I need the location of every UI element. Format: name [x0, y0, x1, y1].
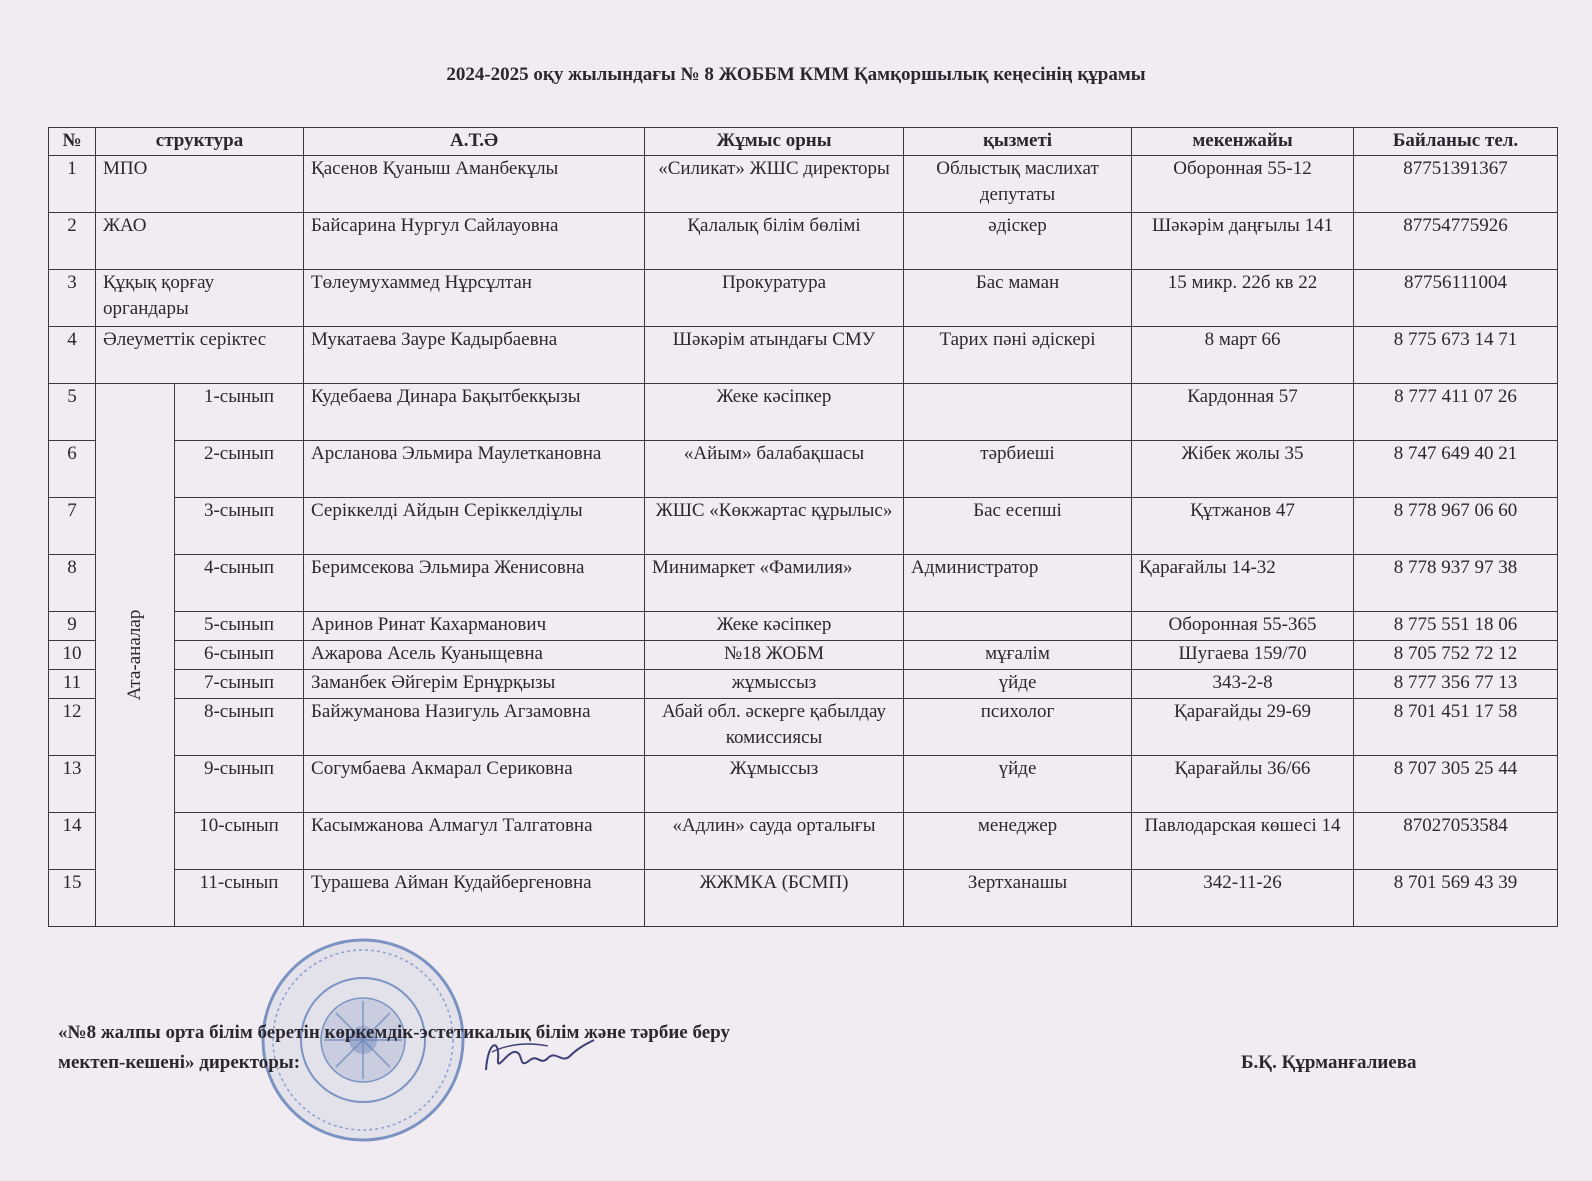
row-position: мұғалім	[904, 641, 1132, 670]
table-row	[49, 670, 1558, 699]
table-row	[49, 327, 1558, 384]
header-address: мекенжайы	[1132, 128, 1354, 156]
row-number: 5	[49, 384, 96, 441]
row-number: 15	[49, 870, 96, 927]
row-number: 8	[49, 555, 96, 612]
header-full-name: А.Т.Ә	[304, 128, 645, 156]
row-full-name: Турашева Айман Кудайбергеновна	[304, 870, 645, 927]
table-row	[49, 870, 1558, 927]
row-address: Шугаева 159/70	[1132, 641, 1354, 670]
row-position: үйде	[904, 756, 1132, 813]
row-full-name: Қасенов Қуаныш Аманбекұлы	[304, 156, 645, 213]
row-class: 10-сынып	[175, 813, 304, 870]
row-phone: 8 778 937 97 38	[1354, 555, 1558, 612]
row-address: Оборонная 55-12	[1132, 156, 1354, 213]
row-full-name: Ажарова Асель Куаныщевна	[304, 641, 645, 670]
row-address: Қарағайлы 14-32	[1132, 555, 1354, 612]
row-full-name: Заманбек Әйгерім Ернұрқызы	[304, 670, 645, 699]
row-position: Зертханашы	[904, 870, 1132, 927]
row-workplace: Шәкәрім атындағы СМУ	[645, 327, 904, 384]
row-phone: 87754775926	[1354, 213, 1558, 270]
table-row	[49, 699, 1558, 756]
header-workplace: Жұмыс орны	[645, 128, 904, 156]
row-position: Тарих пәні әдіскері	[904, 327, 1132, 384]
row-number: 9	[49, 612, 96, 641]
row-number: 11	[49, 670, 96, 699]
row-number: 7	[49, 498, 96, 555]
row-class: 5-сынып	[175, 612, 304, 641]
row-full-name: Касымжанова Алмагул Талгатовна	[304, 813, 645, 870]
footer-institution	[58, 1018, 730, 1079]
row-class: 1-сынып	[175, 384, 304, 441]
row-full-name: Төлеумухаммед Нұрсұлтан	[304, 270, 645, 327]
row-position	[904, 384, 1132, 441]
row-phone: 87751391367	[1354, 156, 1558, 213]
board-members-table	[48, 127, 1558, 927]
row-position: тәрбиеші	[904, 441, 1132, 498]
row-workplace: Минимаркет «Фамилия»	[645, 555, 904, 612]
row-class: 7-сынып	[175, 670, 304, 699]
parents-group-cell	[96, 384, 175, 927]
row-position: әдіскер	[904, 213, 1132, 270]
row-address: Құтжанов 47	[1132, 498, 1354, 555]
row-phone: 8 705 752 72 12	[1354, 641, 1558, 670]
row-address: 8 март 66	[1132, 327, 1354, 384]
row-workplace: Жұмыссыз	[645, 756, 904, 813]
table-row	[49, 156, 1558, 213]
row-phone: 8 707 305 25 44	[1354, 756, 1558, 813]
header-number: №	[49, 128, 96, 156]
table-row	[49, 270, 1558, 327]
row-workplace: ЖЖМКА (БСМП)	[645, 870, 904, 927]
row-address: 342-11-26	[1132, 870, 1354, 927]
row-full-name: Беримсекова Эльмира Женисовна	[304, 555, 645, 612]
row-class: 4-сынып	[175, 555, 304, 612]
row-number: 4	[49, 327, 96, 384]
row-phone: 8 747 649 40 21	[1354, 441, 1558, 498]
table-row	[49, 641, 1558, 670]
row-workplace: «Адлин» сауда орталығы	[645, 813, 904, 870]
row-address: Шәкәрім даңғылы 141	[1132, 213, 1354, 270]
table-row	[49, 441, 1558, 498]
row-phone: 8 775 673 14 71	[1354, 327, 1558, 384]
row-phone: 8 701 451 17 58	[1354, 699, 1558, 756]
row-number: 14	[49, 813, 96, 870]
row-phone: 8 778 967 06 60	[1354, 498, 1558, 555]
row-phone: 8 775 551 18 06	[1354, 612, 1558, 641]
row-class: 2-сынып	[175, 441, 304, 498]
row-address: Кардонная 57	[1132, 384, 1354, 441]
row-full-name: Согумбаева Акмарал Сериковна	[304, 756, 645, 813]
table-row	[49, 756, 1558, 813]
table-header-row	[49, 128, 1558, 156]
header-phone: Байланыс тел.	[1354, 128, 1558, 156]
row-address: Жібек жолы 35	[1132, 441, 1354, 498]
row-address: Оборонная 55-365	[1132, 612, 1354, 641]
row-full-name: Байжуманова Назигуль Агзамовна	[304, 699, 645, 756]
row-class: 11-сынып	[175, 870, 304, 927]
signer-name: Б.Қ. Құрманғалиева	[1241, 1052, 1417, 1073]
table-row	[49, 813, 1558, 870]
row-phone: 87756111004	[1354, 270, 1558, 327]
row-workplace: «Силикат» ЖШС директоры	[645, 156, 904, 213]
row-class: 9-сынып	[175, 756, 304, 813]
row-position: Облыстық маслихат депутаты	[904, 156, 1132, 213]
row-phone: 8 777 411 07 26	[1354, 384, 1558, 441]
row-structure: Әлеуметтік серіктес	[96, 327, 304, 384]
row-workplace: Жеке кәсіпкер	[645, 612, 904, 641]
document-title: 2024-2025 оқу жылындағы № 8 ЖОББМ КММ Қамқоршылық кеңесінің құрамы	[446, 64, 1146, 85]
row-phone: 8 777 356 77 13	[1354, 670, 1558, 699]
row-number: 6	[49, 441, 96, 498]
row-address: Қарағайлы 36/66	[1132, 756, 1354, 813]
row-full-name: Мукатаева Зауре Кадырбаевна	[304, 327, 645, 384]
row-workplace: Прокуратура	[645, 270, 904, 327]
table-row	[49, 384, 1558, 441]
institution-line-1: «№8 жалпы орта білім беретін көркемдік-эстетикалық білім және тәрбие беру	[58, 1022, 730, 1043]
row-address: Қарағайды 29-69	[1132, 699, 1354, 756]
row-address: 15 микр. 22б кв 22	[1132, 270, 1354, 327]
row-full-name: Байсарина Нургул Сайлауовна	[304, 213, 645, 270]
parents-group-label: Ата-аналар	[124, 609, 146, 701]
row-workplace: Жеке кәсіпкер	[645, 384, 904, 441]
header-structure: структура	[96, 128, 304, 156]
row-workplace: №18 ЖОБМ	[645, 641, 904, 670]
row-phone: 8 701 569 43 39	[1354, 870, 1558, 927]
row-position: психолог	[904, 699, 1132, 756]
table-row	[49, 555, 1558, 612]
row-phone: 87027053584	[1354, 813, 1558, 870]
row-position	[904, 612, 1132, 641]
row-position: үйде	[904, 670, 1132, 699]
table-row	[49, 498, 1558, 555]
row-structure: Құқық қорғау органдары	[96, 270, 304, 327]
row-address: Павлодарская көшесі 14	[1132, 813, 1354, 870]
row-structure: МПО	[96, 156, 304, 213]
row-class: 6-сынып	[175, 641, 304, 670]
row-full-name: Аринов Ринат Кахарманович	[304, 612, 645, 641]
row-workplace: ЖШС «Көкжартас құрылыс»	[645, 498, 904, 555]
row-address: 343-2-8	[1132, 670, 1354, 699]
row-number: 3	[49, 270, 96, 327]
row-workplace: «Айым» балабақшасы	[645, 441, 904, 498]
table-row	[49, 213, 1558, 270]
row-full-name: Арсланова Эльмира Маулеткановна	[304, 441, 645, 498]
row-number: 12	[49, 699, 96, 756]
row-full-name: Кудебаева Динара Бақытбекқызы	[304, 384, 645, 441]
row-number: 10	[49, 641, 96, 670]
row-class: 8-сынып	[175, 699, 304, 756]
row-full-name: Серіккелді Айдын Серіккелдіұлы	[304, 498, 645, 555]
row-position: Бас есепші	[904, 498, 1132, 555]
institution-line-2: мектеп-кешені» директоры:	[58, 1052, 301, 1074]
row-class: 3-сынып	[175, 498, 304, 555]
header-position: қызметі	[904, 128, 1132, 156]
row-number: 1	[49, 156, 96, 213]
row-workplace: Абай обл. әскерге қабылдау комиссиясы	[645, 699, 904, 756]
row-workplace: жұмыссыз	[645, 670, 904, 699]
row-position: менеджер	[904, 813, 1132, 870]
row-structure: ЖАО	[96, 213, 304, 270]
row-number: 2	[49, 213, 96, 270]
row-workplace: Қалалық білім бөлімі	[645, 213, 904, 270]
row-position: Бас маман	[904, 270, 1132, 327]
row-position: Администратор	[904, 555, 1132, 612]
table-row	[49, 612, 1558, 641]
row-number: 13	[49, 756, 96, 813]
